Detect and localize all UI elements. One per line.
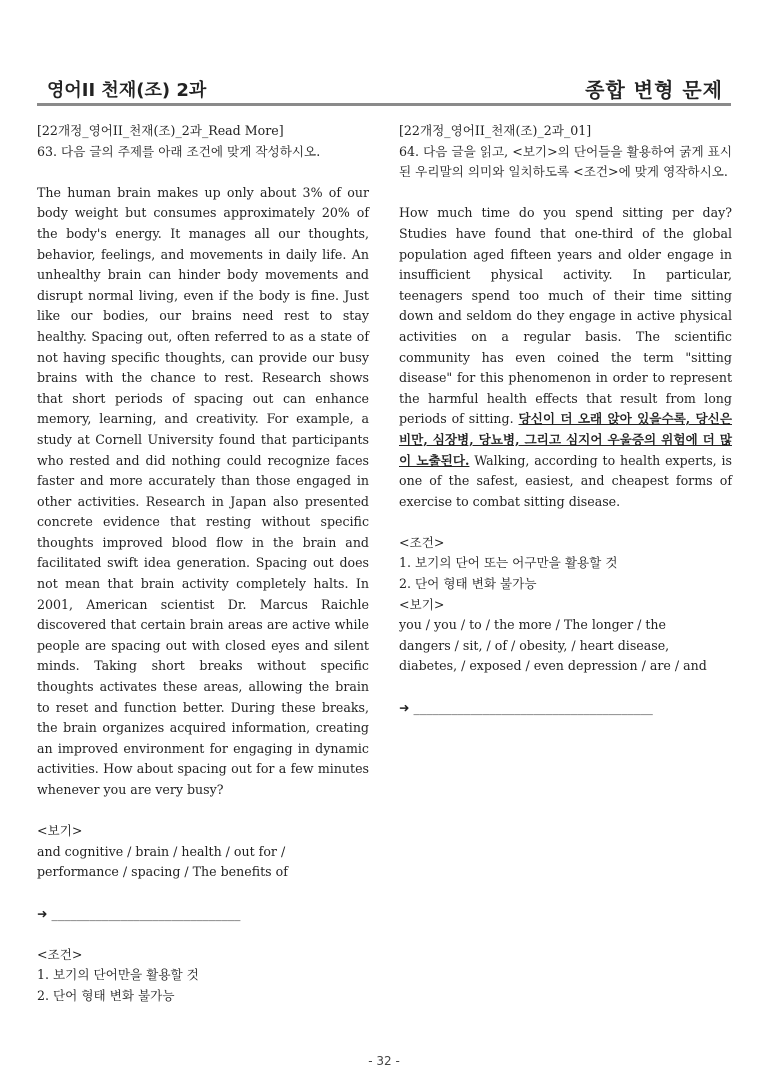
q63-source: [22개정_영어II_천재(조)_2과_Read More] <box>37 123 284 138</box>
q63-jogeon-item: 1. 보기의 단어만을 활용할 것 <box>37 967 199 983</box>
q63-jogeon-label: <조건> <box>37 946 83 962</box>
q64-jogeon-item: 1. 보기의 단어 또는 어구만을 활용할 것 <box>399 555 618 571</box>
q64-highlighted-korean: 당신이 더 오래 앉아 있을수록, 당신은 비만, 심장병, 당뇨병, 그리고 심지어 우울증의 위험에 더 많이 노출된다. <box>399 411 732 468</box>
q64-bogi-label: <보기> <box>399 596 445 612</box>
q64-passage <box>399 203 732 512</box>
q63-jogeon-item: 2. 단어 형태 변화 불가능 <box>37 987 175 1003</box>
header-divider <box>37 103 731 106</box>
q63-bogi-line: performance / spacing / The benefits of <box>37 864 288 880</box>
q64-passage-before: How much time do you spend sitting per day? Studies have found that one-third of the global population aged fifteen years and older engage in insufficient physical activity. In particular, teenagers spend too much of their time sitting down and seldom do they engage in active physical activities on a regular basis. The scientific community has even coined the term "sitting disease" for this phenomenon in order to represent the harmful health effects that result from long periods of sitting. <box>399 205 732 427</box>
q64-prompt: 64. 다음 글을 읽고, <보기>의 단어들을 활용하여 굵게 표시된 우리말의 의미와 일치하도록 <조건>에 맞게 영작하시오. <box>399 143 732 180</box>
q64-bogi-line: dangers / sit, / of / obesity, / heart disease, <box>399 637 670 653</box>
q64-bogi-line: diabetes, / exposed / even depression / are / and <box>399 658 707 674</box>
q63-bogi-label: <보기> <box>37 823 83 839</box>
q63-answer-blank[interactable]: ➜ ______________________________ <box>37 905 241 921</box>
textbook-title: 영어II 천재(조) 2과 <box>47 80 207 101</box>
q63-bogi-line: and cognitive / brain / health / out for / <box>37 843 286 859</box>
q63-prompt: 63. 다음 글의 주제를 아래 조건에 맞게 작성하시오. <box>37 143 321 159</box>
q64-bogi-line: you / you / to / the more / The longer / the <box>399 617 666 633</box>
question-64 <box>399 121 732 718</box>
q63-passage: The human brain makes up only about 3% of our body weight but consumes approximately 20% of the body's energy. It manages all our thoughts, behavior, feelings, and movements in daily life. An unhealthy brain can hinder body movements and disrupt normal living, even if the body is fine. Just like our bodies, our brains need rest to stay healthy. Spacing out, often referred to as a state of not having specific thoughts, can provide our busy brains with the chance to rest. Research shows that short periods of spacing out can enhance memory, learning, and creativity. For example, a study at Cornell University found that participants who rested and did nothing could recognize faces faster and more accurately than those engaged in other activities. Research in Japan also presented concrete evidence that resting without specific thoughts improved blood flow in the brain and facilitated swift idea generation. Spacing out does not mean that brain activity completely halts. In 2001, American scientist Dr. Marcus Raichle discovered that certain brain areas are active while people are spacing out with closed eyes and silent minds. Taking short breaks without specific thoughts activates these areas, allowing the brain to reset and function better. During these breaks, the brain organizes acquired information, creating an improved environment for engaging in dynamic activities. How about spacing out for a few minutes whenever you are very busy? <box>37 184 369 797</box>
page-number: - 32 - <box>368 1054 400 1068</box>
section-title: 종합 변형 문제 <box>585 78 723 102</box>
q64-jogeon-item: 2. 단어 형태 변화 불가능 <box>399 576 537 592</box>
q64-jogeon-label: <조건> <box>399 534 445 550</box>
q64-source: [22개정_영어II_천재(조)_2과_01] <box>399 123 592 138</box>
q64-answer-blank[interactable]: ➜ ______________________________________ <box>399 699 653 715</box>
page-header <box>37 72 731 104</box>
q64-passage-after: Walking, according to health experts, is one of the safest, easiest, and cheapest forms of exercise to combat sitting disease. <box>399 452 732 509</box>
question-63 <box>37 121 369 1007</box>
